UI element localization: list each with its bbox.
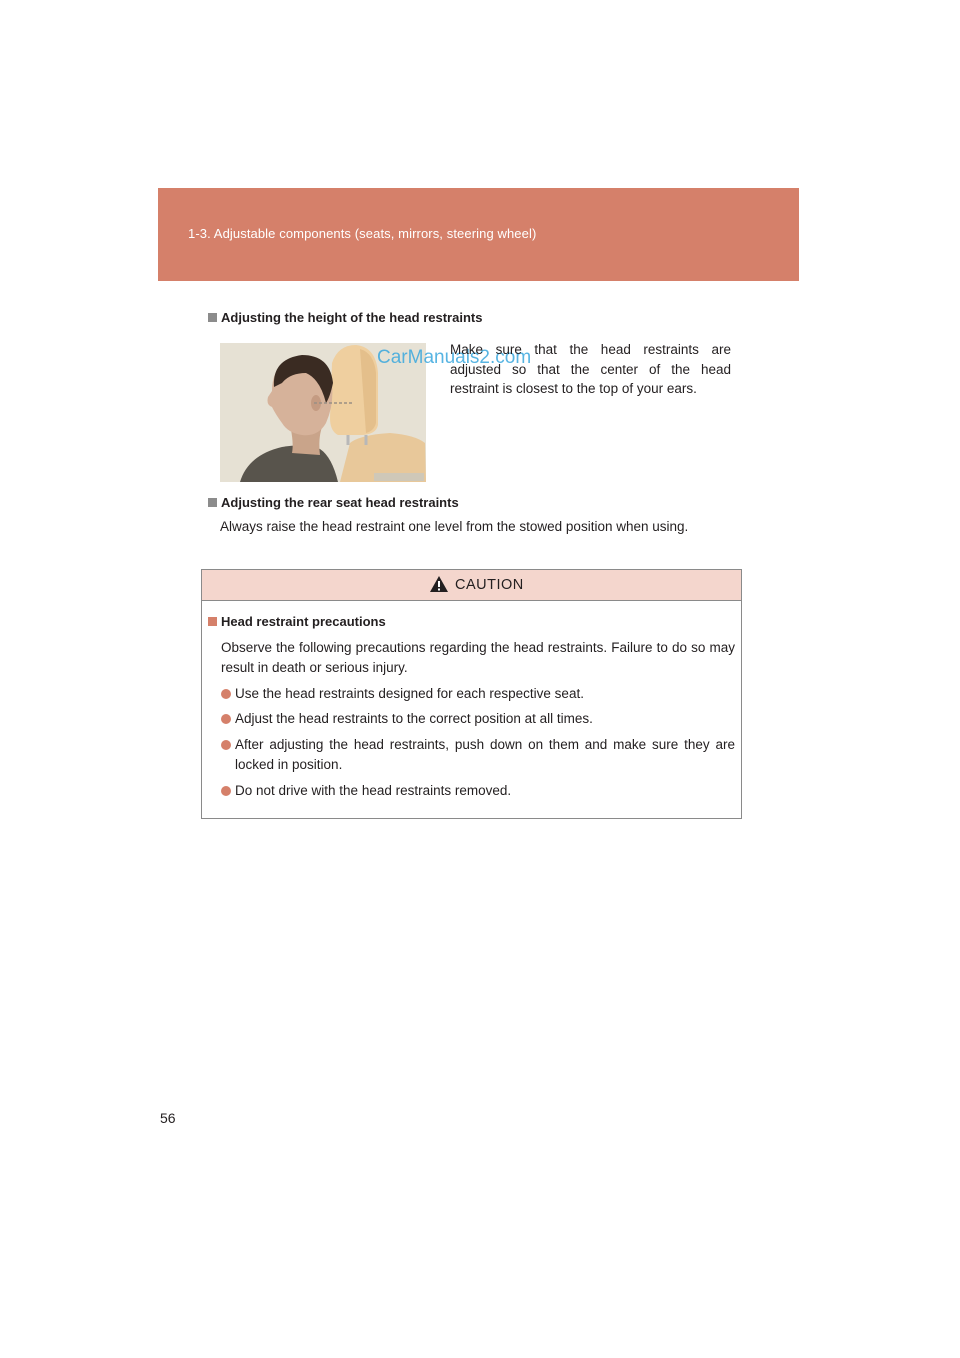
- caution-bullet: [221, 781, 735, 801]
- caution-bullet-text: Do not drive with the head restraints removed.: [235, 783, 512, 798]
- section-heading-height: [208, 310, 482, 325]
- round-bullet-icon: [221, 740, 231, 750]
- round-bullet-icon: [221, 786, 231, 796]
- round-bullet-icon: [221, 689, 231, 699]
- caution-title: CAUTION: [455, 577, 524, 593]
- warning-triangle-icon: [429, 575, 449, 593]
- caution-bullet: [221, 735, 735, 775]
- square-bullet-icon: [208, 617, 217, 626]
- round-bullet-icon: [221, 714, 231, 724]
- section-heading-text: Adjusting the height of the head restraints: [221, 310, 483, 325]
- caution-header: [202, 570, 741, 601]
- caution-bullet-text: Use the head restraints designed for each respective seat.: [235, 686, 584, 701]
- caution-bullet-text: Adjust the head restraints to the correct position at all times.: [235, 711, 593, 726]
- caution-box: [201, 569, 742, 819]
- chapter-header-bar: [158, 188, 799, 281]
- caution-intro: Observe the following precautions regarding the head restraints. Failure to do so may result in death or serious injury.: [221, 640, 735, 675]
- section-heading-text: Adjusting the rear seat head restraints: [221, 495, 459, 510]
- rear-restraint-description: Always raise the head restraint one level from the stowed position when using.: [220, 519, 689, 534]
- height-adjust-description: Make sure that the head restraints are adjusted so that the center of the head restraint is closest to the top of your ears.: [450, 342, 731, 396]
- caution-subheading-text: Head restraint precautions: [221, 614, 386, 629]
- watermark-text: CarManuals2.com: [377, 347, 532, 368]
- chapter-title: 1-3. Adjustable components (seats, mirrors, steering wheel): [188, 226, 537, 241]
- caution-bullet: [221, 709, 735, 729]
- caution-bullet-text: After adjusting the head restraints, push down on them and make sure they are locked in position.: [235, 737, 735, 772]
- page-number: 56: [160, 1110, 176, 1126]
- caution-subheading: [208, 614, 386, 629]
- section-heading-rear: [208, 495, 459, 510]
- square-bullet-icon: [208, 498, 217, 507]
- square-bullet-icon: [208, 313, 217, 322]
- caution-bullet: [221, 684, 735, 704]
